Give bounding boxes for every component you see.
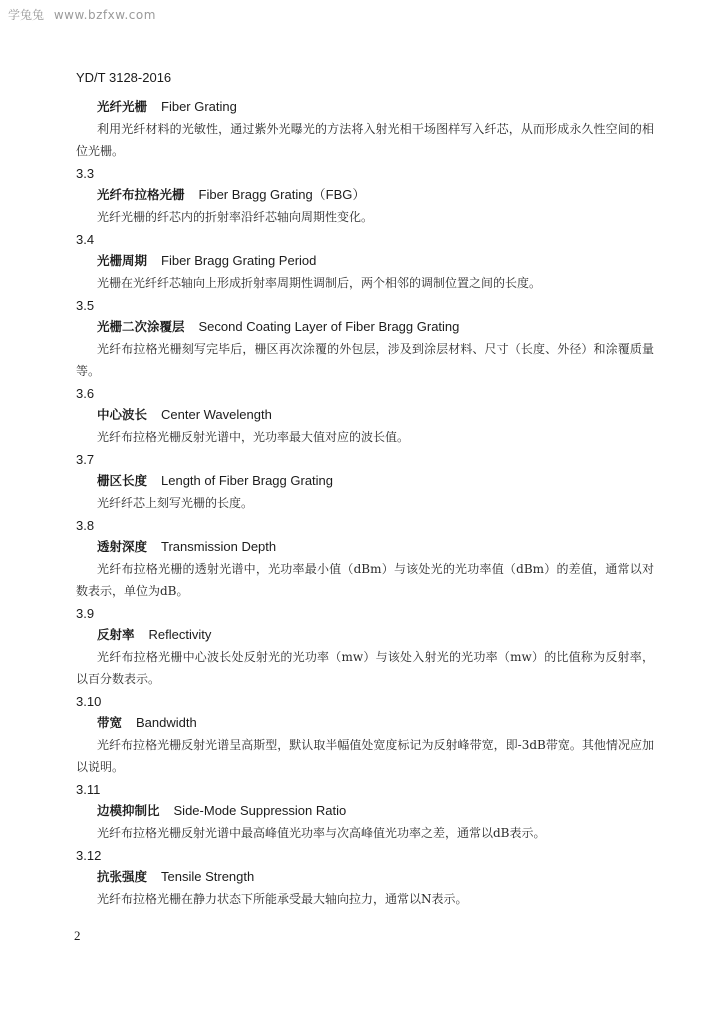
term-title	[76, 404, 654, 426]
term-entry	[76, 96, 654, 162]
term-number: 3.12	[76, 848, 102, 863]
term-definition: 光纤布拉格光栅中心波长处反射光的光功率（mw）与该处入射光的光功率（mw）的比值称为反射率，以百分数表示。	[76, 650, 654, 686]
watermark-brand: 学兔兔	[8, 8, 45, 22]
term-entry	[76, 449, 654, 514]
term-title	[76, 866, 654, 888]
term-definition: 光纤布拉格光栅的透射光谱中，光功率最小值（dBm）与该处光的光功率值（dBm）的差值，通常以对数表示，单位为dB。	[76, 562, 654, 598]
term-title	[76, 250, 654, 272]
term-definition: 光纤布拉格光栅反射光谱中最高峰值光功率与次高峰值光功率之差，通常以dB表示。	[97, 826, 546, 840]
term-entry	[76, 845, 654, 910]
term-number: 3.8	[76, 518, 95, 533]
standard-code-header: YD/T 3128-2016	[76, 70, 172, 85]
term-title	[76, 536, 654, 558]
term-title-zh: 边模抑制比	[97, 803, 160, 818]
term-definition: 光纤布拉格光栅反射光谱呈高斯型，默认取半幅值处宽度标记为反射峰带宽，即-3dB带宽。其他情况应加以说明。	[76, 738, 654, 774]
watermark	[8, 6, 156, 23]
term-definition: 利用光纤材料的光敏性，通过紫外光曝光的方法将入射光相干场图样写入纤芯，从而形成永久性空间的相位光栅。	[76, 122, 654, 158]
term-title-zh: 抗张强度	[97, 869, 148, 884]
term-title	[76, 470, 654, 492]
term-title-zh: 栅区长度	[97, 473, 148, 488]
term-entry	[76, 229, 654, 294]
term-title-en: Transmission Depth	[161, 539, 277, 554]
term-definition: 光纤布拉格光栅刻写完毕后，栅区再次涂覆的外包层，涉及到涂层材料、尺寸（长度、外径）和涂覆质量等。	[76, 342, 654, 378]
term-title-en: Tensile Strength	[161, 869, 255, 884]
term-number: 3.10	[76, 694, 102, 709]
term-number: 3.3	[76, 166, 95, 181]
term-number: 3.5	[76, 298, 95, 313]
term-title-en: Length of Fiber Bragg Grating	[161, 473, 334, 488]
term-title-zh: 带宽	[97, 715, 123, 730]
term-entry	[76, 691, 654, 778]
term-title-en: Reflectivity	[148, 627, 212, 642]
term-entry	[76, 515, 654, 602]
term-title	[76, 624, 654, 646]
term-definition: 光栅在光纤纤芯轴向上形成折射率周期性调制后，两个相邻的调制位置之间的长度。	[97, 276, 542, 290]
term-number: 3.4	[76, 232, 95, 247]
term-title-zh: 光栅二次涂覆层	[97, 319, 185, 334]
term-title-en: Side-Mode Suppression Ratio	[173, 803, 347, 818]
term-number: 3.7	[76, 452, 95, 467]
term-number: 3.11	[76, 782, 101, 797]
term-title-en: Center Wavelength	[161, 407, 272, 422]
term-definition: 光纤布拉格光栅在静力状态下所能承受最大轴向拉力，通常以N表示。	[97, 892, 468, 906]
term-title-en: Fiber Bragg Grating（FBG）	[198, 187, 366, 202]
terms-section	[76, 96, 654, 910]
term-definition: 光纤光栅的纤芯内的折射率沿纤芯轴向周期性变化。	[97, 210, 374, 224]
term-title-zh: 中心波长	[97, 407, 148, 422]
term-title-zh: 光纤光栅	[97, 99, 148, 114]
term-entry	[76, 295, 654, 382]
term-entry	[76, 163, 654, 228]
term-number: 3.6	[76, 386, 95, 401]
term-entry	[76, 779, 654, 844]
term-title-zh: 反射率	[97, 627, 135, 642]
term-title	[76, 316, 654, 338]
term-definition: 光纤纤芯上刻写光栅的长度。	[97, 496, 254, 510]
term-title	[76, 712, 654, 734]
page-number: 2	[74, 928, 81, 943]
term-title	[76, 184, 654, 206]
watermark-url: www.bzfxw.com	[53, 8, 156, 22]
term-title-zh: 光纤布拉格光栅	[97, 187, 185, 202]
term-title-en: Fiber Bragg Grating Period	[161, 253, 317, 268]
term-title-zh: 透射深度	[97, 539, 148, 554]
term-number: 3.9	[76, 606, 95, 621]
term-title	[76, 800, 654, 822]
term-definition: 光纤布拉格光栅反射光谱中，光功率最大值对应的波长值。	[97, 430, 410, 444]
term-title-en: Fiber Grating	[161, 99, 237, 114]
term-title-zh: 光栅周期	[97, 253, 148, 268]
term-title	[76, 96, 654, 118]
term-title-en: Second Coating Layer of Fiber Bragg Grating	[198, 319, 460, 334]
term-entry	[76, 603, 654, 690]
term-entry	[76, 383, 654, 448]
term-title-en: Bandwidth	[136, 715, 197, 730]
